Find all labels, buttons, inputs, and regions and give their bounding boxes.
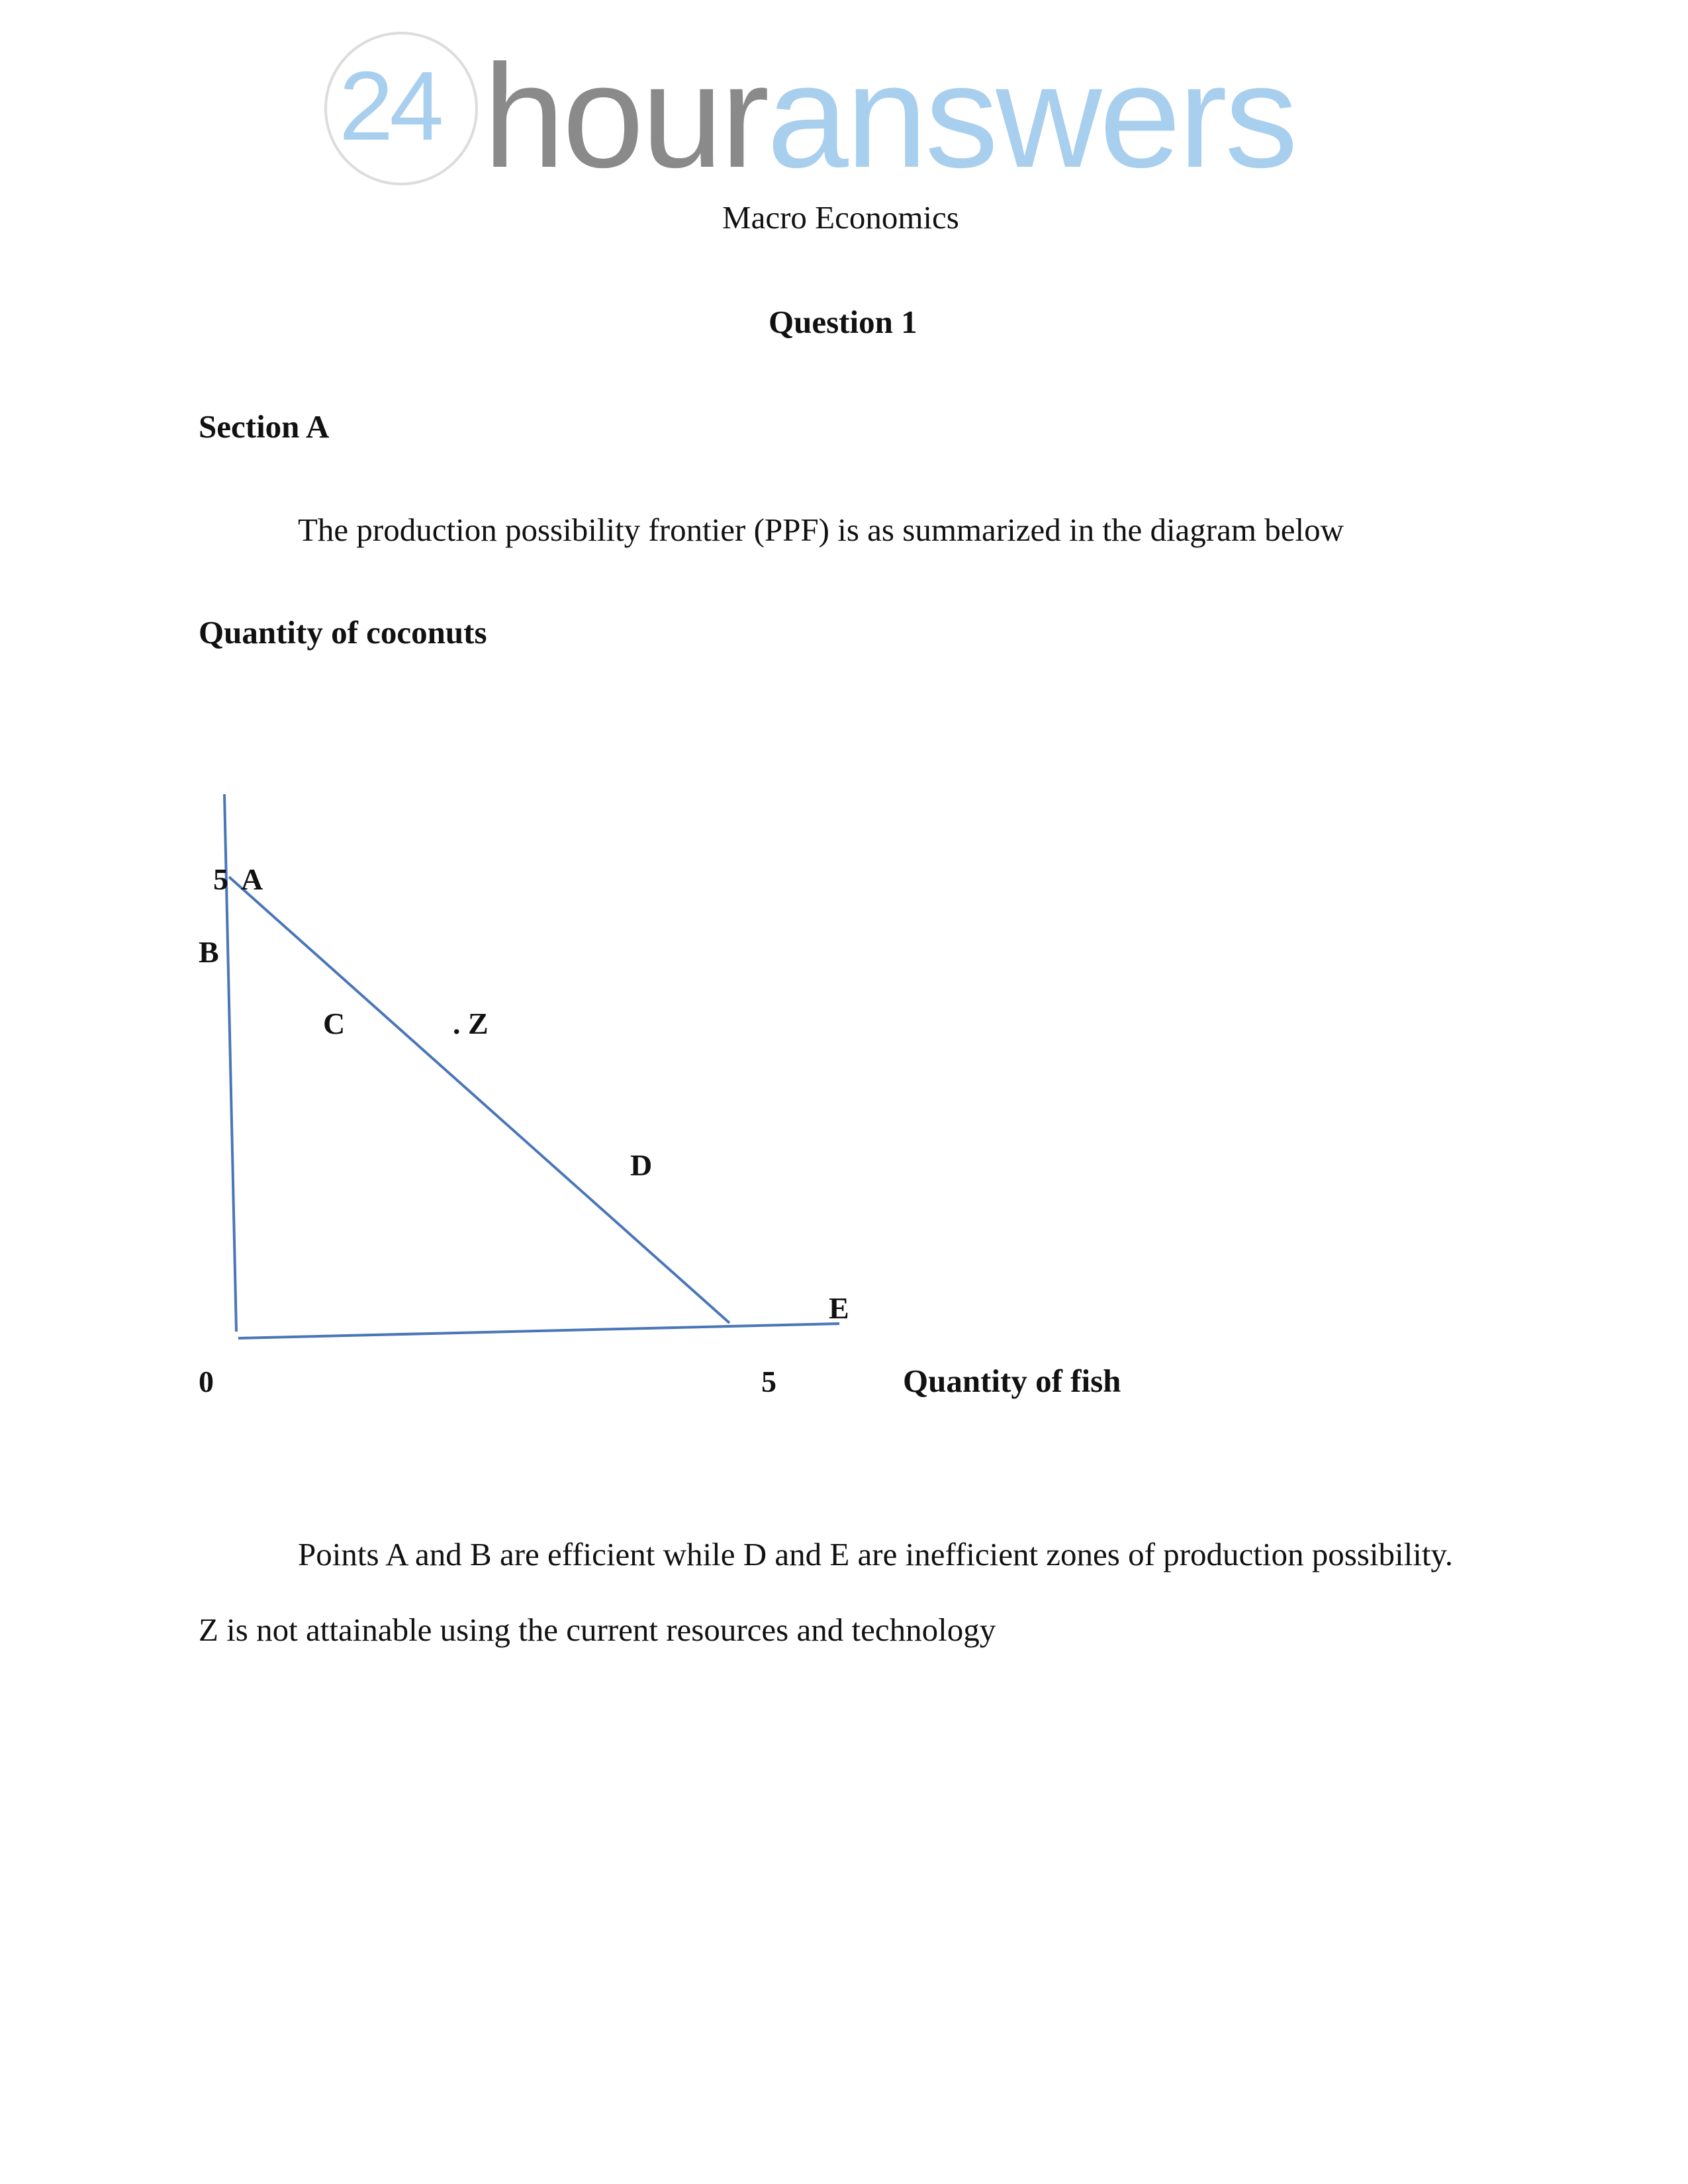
conclusion-line-2: Z is not attainable using the current resources and technology xyxy=(199,1612,996,1648)
section-heading: Section A xyxy=(199,408,330,445)
y-tick-5: 5 xyxy=(213,862,228,896)
conclusion-line-1: Points A and B are efficient while D and E are inefficient zones of production possibility. xyxy=(298,1536,1454,1572)
point-label-d: D xyxy=(630,1148,653,1182)
question-heading: Question 1 xyxy=(769,304,917,340)
intro-paragraph: The production possibility frontier (PPF) is as summarized in the diagram below xyxy=(298,512,1344,548)
y-axis-label: Quantity of coconuts xyxy=(199,614,487,651)
ppf-line xyxy=(229,877,729,1323)
point-label-b: B xyxy=(199,935,219,969)
x-axis xyxy=(238,1324,839,1338)
logo-word-hour: hour xyxy=(483,34,767,199)
point-label-c: C xyxy=(323,1007,346,1040)
point-label-e: E xyxy=(829,1291,849,1325)
x-tick-0: 0 xyxy=(199,1365,214,1398)
point-label-a: A xyxy=(241,862,263,896)
logo-number: 24 xyxy=(339,52,440,161)
x-axis-label: Quantity of fish xyxy=(903,1363,1121,1399)
x-tick-5: 5 xyxy=(761,1365,776,1398)
logo-word-answers: answers xyxy=(767,34,1295,199)
point-label-z: . Z xyxy=(453,1007,489,1040)
course-title: Macro Economics xyxy=(722,199,959,236)
